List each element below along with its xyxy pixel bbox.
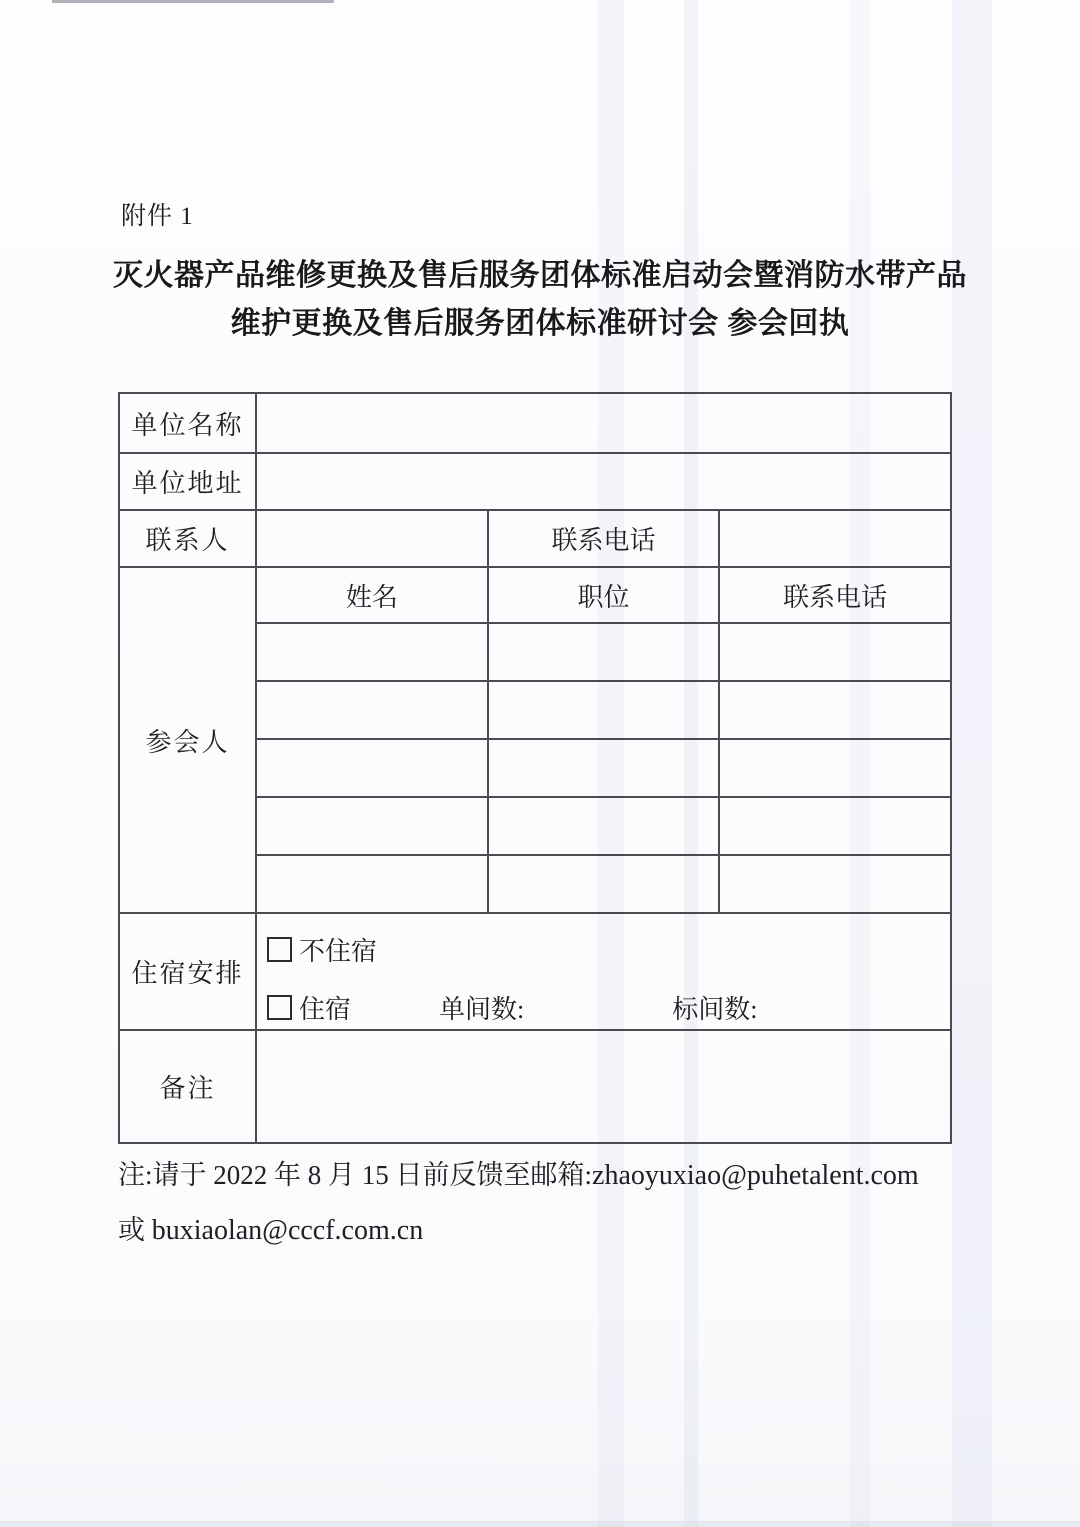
attendee-name-cell xyxy=(256,623,488,681)
attendee-phone-cell xyxy=(719,797,951,855)
unit-address-value-cell xyxy=(256,453,951,510)
attendee-position-cell xyxy=(488,623,720,681)
accommodation-row xyxy=(119,913,951,1030)
single-room-count-label: 单间数: xyxy=(439,995,525,1024)
unit-address-label: 单位地址 xyxy=(119,453,256,510)
contact-label: 联系人 xyxy=(119,510,256,567)
scan-artifact-streak xyxy=(952,0,992,1527)
feedback-email-2: buxiaolan@cccf.com.cn xyxy=(151,1215,424,1246)
contact-phone-label: 联系电话 xyxy=(488,510,720,567)
checkbox-unchecked-icon xyxy=(267,995,292,1020)
document-title-line1: 灭火器产品维修更换及售后服务团体标准启动会暨消防水带产品 xyxy=(113,259,967,292)
document-title xyxy=(0,252,1080,348)
attachment-label: 附件 1 xyxy=(121,203,194,230)
unit-name-value-cell xyxy=(256,393,951,453)
attendees-label: 参会人 xyxy=(119,567,256,913)
contact-phone-value-cell xyxy=(719,510,951,567)
attendee-phone-cell xyxy=(719,739,951,797)
attendee-name-cell xyxy=(256,855,488,913)
unit-name-row xyxy=(119,393,951,453)
attendee-position-cell xyxy=(488,681,720,739)
no-stay-option-line xyxy=(267,929,950,971)
attendee-position-cell xyxy=(488,855,720,913)
footer-note xyxy=(118,1148,978,1258)
attendee-position-cell xyxy=(488,797,720,855)
accommodation-label: 住宿安排 xyxy=(119,913,256,1030)
footer-note-line1 xyxy=(118,1148,978,1203)
document-title-line2: 维护更换及售后服务团体标准研讨会 参会回执 xyxy=(230,307,850,340)
attendee-phone-cell xyxy=(719,681,951,739)
scan-artifact-top-edge xyxy=(52,0,334,3)
contact-value-cell xyxy=(256,510,488,567)
registration-form-table-wrap xyxy=(118,392,952,1144)
standard-room-count-label: 标间数: xyxy=(672,995,758,1024)
attendee-name-cell xyxy=(256,739,488,797)
remarks-row xyxy=(119,1030,951,1143)
contact-row xyxy=(119,510,951,567)
feedback-email-1: zhaoyuxiao@puhetalent.com xyxy=(592,1160,919,1191)
footer-note-line1-text: 注:请于 2022 年 8 月 15 日前反馈至邮箱: xyxy=(118,1160,593,1190)
unit-address-row xyxy=(119,453,951,510)
attendee-header-row xyxy=(119,567,951,623)
attendee-name-cell xyxy=(256,681,488,739)
attendee-name-cell xyxy=(256,797,488,855)
attendee-column-phone: 联系电话 xyxy=(719,567,951,623)
checkbox-unchecked-icon xyxy=(267,937,292,962)
footer-note-line2 xyxy=(118,1203,978,1258)
scan-artifact-bottom-edge xyxy=(0,1521,1080,1527)
registration-form-table xyxy=(118,392,952,1144)
footer-note-line2-text: 或 xyxy=(118,1215,152,1245)
stay-option-line xyxy=(267,987,950,1029)
accommodation-options-cell xyxy=(256,913,951,1030)
unit-name-label: 单位名称 xyxy=(119,393,256,453)
attendee-column-name: 姓名 xyxy=(256,567,488,623)
remarks-label: 备注 xyxy=(119,1030,256,1143)
attendee-position-cell xyxy=(488,739,720,797)
attendee-phone-cell xyxy=(719,623,951,681)
attendee-column-position: 职位 xyxy=(488,567,720,623)
stay-option-label: 住宿 xyxy=(299,995,352,1024)
remarks-value-cell xyxy=(256,1030,951,1143)
no-stay-option-label: 不住宿 xyxy=(299,937,378,966)
attendee-phone-cell xyxy=(719,855,951,913)
